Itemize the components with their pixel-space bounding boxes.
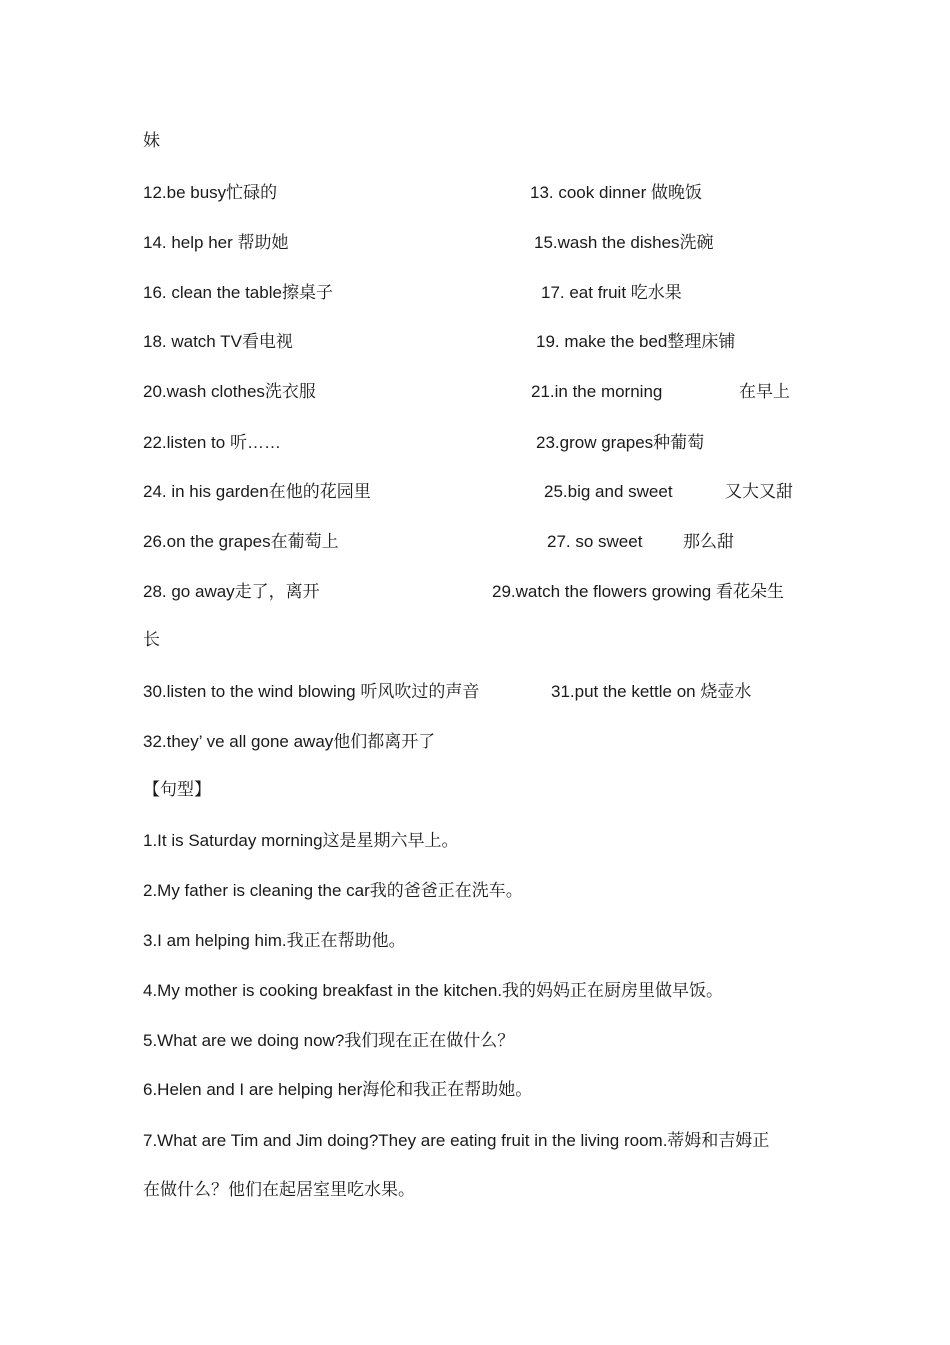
vocab-item-21: 21.in the morning	[531, 382, 663, 401]
vocab-item-21-meaning: 在早上	[739, 382, 790, 401]
sentence-7-continuation: 在做什么？他们在起居室里吃水果。	[143, 1180, 415, 1199]
vocab-item-27-meaning: 那么甜	[683, 532, 734, 551]
vocab-item-14: 14. help her 帮助她	[143, 233, 289, 252]
vocab-item-24: 24. in his garden在他的花园里	[143, 482, 371, 501]
vocab-item-29-continuation: 长	[143, 630, 160, 649]
vocab-item-13: 13. cook dinner 做晚饭	[530, 183, 702, 202]
vocab-item-25-meaning: 又大又甜	[725, 482, 793, 501]
sentence-5: 5.What are we doing now?我们现在正在做什么？	[143, 1031, 515, 1050]
sentence-7: 7.What are Tim and Jim doing?They are eating fruit in the living room.蒂姆和吉姆正	[143, 1131, 770, 1150]
vocab-item-19: 19. make the bed整理床铺	[536, 332, 736, 351]
vocab-item-28: 28. go away走了，离开	[143, 582, 320, 601]
sentence-3: 3.I am helping him.我正在帮助他。	[143, 931, 406, 950]
vocab-item-29: 29.watch the flowers growing 看花朵生	[492, 582, 784, 601]
vocab-item-20: 20.wash clothes洗衣服	[143, 382, 316, 401]
sentence-6: 6.Helen and I are helping her海伦和我正在帮助她。	[143, 1080, 533, 1099]
vocab-item-16: 16. clean the table擦桌子	[143, 283, 333, 302]
sentence-4: 4.My mother is cooking breakfast in the kitchen.我的妈妈正在厨房里做早饭。	[143, 981, 724, 1000]
vocab-item-17: 17. eat fruit 吃水果	[541, 283, 682, 302]
vocab-item-26: 26.on the grapes在葡萄上	[143, 532, 339, 551]
vocab-item-18: 18. watch TV看电视	[143, 332, 293, 351]
vocab-item-15: 15.wash the dishes洗碗	[534, 233, 714, 252]
continuation-text: 妹	[143, 131, 160, 150]
section-heading: 【句型】	[143, 780, 211, 799]
vocab-item-31: 31.put the kettle on 烧壶水	[551, 682, 752, 701]
vocab-item-30: 30.listen to the wind blowing 听风吹过的声音	[143, 682, 480, 701]
sentence-1: 1.It is Saturday morning这是星期六早上。	[143, 831, 459, 850]
vocab-item-25: 25.big and sweet	[544, 482, 673, 501]
vocab-item-32: 32.they’ ve all gone away他们都离开了	[143, 732, 436, 751]
vocab-item-12: 12.be busy忙碌的	[143, 183, 278, 202]
sentence-2: 2.My father is cleaning the car我的爸爸正在洗车。	[143, 881, 523, 900]
vocab-item-22: 22.listen to 听……	[143, 433, 281, 452]
vocab-item-27: 27. so sweet	[547, 532, 643, 551]
vocab-item-23: 23.grow grapes种葡萄	[536, 433, 705, 452]
